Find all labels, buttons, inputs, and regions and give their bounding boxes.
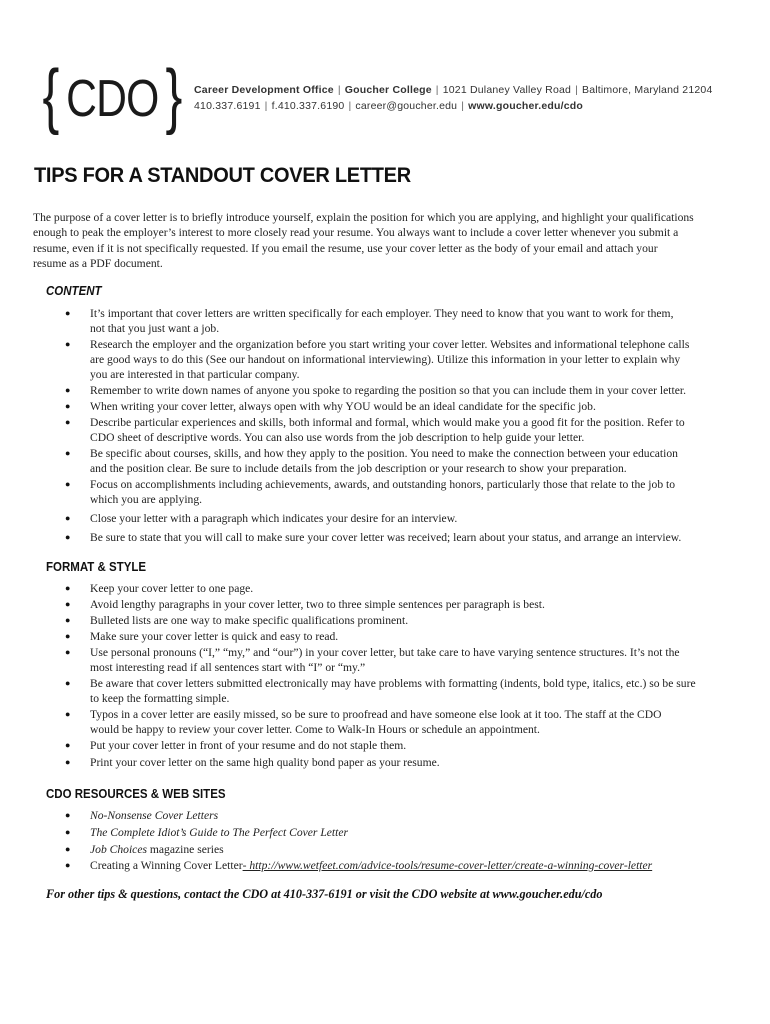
list-item-text [90,446,725,476]
list-item-text [90,306,725,336]
bullet-icon: ● [65,532,71,542]
section-heading-format-style: FORMAT & STYLE [46,560,147,574]
street-address: 1021 Dulaney Valley Road [442,84,572,96]
list-item-text [90,842,725,857]
list-item-text [90,415,725,445]
text-line: When writing your cover letter, always open with why YOU would be an ideal candidate for the specific job. [90,400,596,413]
list-item-text [90,597,725,612]
logo-text: CDO [65,70,159,128]
bullet-icon: ● [65,401,71,411]
list-item-text [90,383,725,398]
contact-block [194,82,712,114]
phone-number: 410.337.6191 [194,100,261,112]
bullet-icon: ● [65,385,71,395]
text-line: Use personal pronouns (“I,” “my,” and “our”) in your cover letter, but take care to have varying sentence structures. It’s not the [90,646,680,659]
text-line: CDO sheet of descriptive words. You can also use words from the job description to help guide your letter. [90,431,585,445]
text-line: you are interested in that particular company. [90,368,300,382]
list-item-text [90,707,725,737]
text-line: and the position clear. Be sure to include details from the job description or your research to show your preparation. [90,462,627,476]
intro-line: resume as a PDF document. [33,256,163,270]
bullet-icon: ● [65,757,71,767]
page-title: TIPS FOR A STANDOUT COVER LETTER [34,163,411,187]
cdo-logo [42,56,182,138]
contact-line-2 [194,98,712,114]
website-link[interactable]: www.goucher.edu/cdo [468,100,583,112]
bullet-icon: ● [65,844,71,854]
list-item-text [90,399,725,414]
text-line: Be aware that cover letters submitted electronically may have problems with formatting (indents, bold type, italics, etc.) so be sure [90,677,696,690]
list-item-text [90,738,725,753]
text-line: Bulleted lists are one way to make specific qualifications prominent. [90,614,409,627]
separator: | [461,100,465,112]
bullet-icon: ● [65,615,71,625]
list-item-text [90,645,725,675]
contact-line-1 [194,82,712,98]
bullet-icon: ● [65,308,71,318]
college-name: Goucher College [344,84,432,96]
bullet-icon: ● [65,339,71,349]
separator: | [348,100,352,112]
section-heading-resources: CDO RESOURCES & WEB SITES [46,787,226,801]
bullet-icon: ● [65,647,71,657]
text-line: Remember to write down names of anyone you spoke to regarding the position so that you can include them in your cover letter. [90,384,686,397]
email-address: career@goucher.edu [355,100,458,112]
logo-brace-open: { [42,56,59,136]
text-line: Make sure your cover letter is quick and easy to read. [90,630,339,643]
text-line: Be specific about courses, skills, and how they apply to the position. You need to make the connection between your education [90,447,678,460]
list-item-text [90,755,725,770]
text-line: Be sure to state that you will call to make sure your cover letter was received; learn about your status, and arrange an interview. [90,531,682,544]
text-line: Close your letter with a paragraph which indicates your desire for an interview. [90,512,458,525]
list-item-text [90,676,725,706]
bullet-icon: ● [65,810,71,820]
text-line: Put your cover letter in front of your resume and do not staple them. [90,739,407,752]
bullet-icon: ● [65,740,71,750]
bullet-icon: ● [65,827,71,837]
bullet-icon: ● [65,709,71,719]
bullet-icon: ● [65,631,71,641]
separator: | [337,84,341,96]
list-item-text [90,613,725,628]
separator: | [435,84,439,96]
separator: | [264,100,268,112]
section-heading-content: CONTENT [46,284,102,298]
list-item-text [90,511,725,526]
text-line: would be happy to review your cover letter. Come to Walk-In Hours or schedule an appointment. [90,723,540,737]
list-item-text [90,808,725,823]
bullet-icon: ● [65,678,71,688]
office-name: Career Development Office [194,84,334,96]
text-line: Avoid lengthy paragraphs in your cover letter, two to three simple sentences per paragraph is best. [90,598,545,611]
intro-line: The purpose of a cover letter is to briefly introduce yourself, explain the position for which you are applying, and highlight your qualifications [33,211,694,224]
list-item-text [90,825,725,840]
text-line: Research the employer and the organization before you start writing your cover letter. Websites and informational telephone calls [90,338,690,351]
bullet-icon: ● [65,583,71,593]
footer-note: For other tips & questions, contact the CDO at 410-337-6191 or visit the CDO website at www.goucher.edu/cdo [46,887,603,901]
text-line: Keep your cover letter to one page. [90,582,254,595]
intro-line: resume, even if it is not specifically requested. If you email the resume, use your cover letter as the body of your email and attach your [33,241,658,255]
text-line: are good ways to do this (See our handout on informational interviewing). Utilize this information in your letter to explain why [90,353,681,367]
text-line: to keep the formatting simple. [90,692,230,706]
bullet-icon: ● [65,479,71,489]
bullet-icon: ● [65,417,71,427]
intro-line: enough to peak the employer’s interest to more closely read your resume. You always want to include a cover letter whenever you submit a [33,226,679,240]
resource-url-link[interactable]: - http://www.wetfeet.com/advice-tools/resume-cover-letter/create-a-winning-cover-letter [242,859,653,872]
list-item-text [90,581,725,596]
letterhead [42,56,750,138]
bullet-icon: ● [65,448,71,458]
resource-label: Creating a Winning Cover Letter [90,859,243,872]
text-line: Describe particular experiences and skills, both informal and formal, which would make you a good fit for the position. Refer to [90,416,685,429]
text-line: most interesting read if all sentences start with “I” or “my.” [90,661,366,675]
bullet-icon: ● [65,513,71,523]
bullet-icon: ● [65,599,71,609]
intro-paragraph [33,210,735,271]
logo-brace-close: } [165,56,182,136]
magazine-label: magazine series [147,843,224,856]
magazine-title: Job Choices [90,843,147,856]
bullet-icon: ● [65,860,71,870]
text-line: not that you just want a job. [90,322,220,336]
text-line: Print your cover letter on the same high quality bond paper as your resume. [90,756,440,769]
book-title: No-Nonsense Cover Letters [90,809,219,822]
fax-number: f.410.337.6190 [271,100,345,112]
text-line: which you are applying. [90,493,203,507]
text-line: Typos in a cover letter are easily missed, so be sure to proofread and have someone else look at it too. The staff at the CDO [90,708,662,721]
list-item-text [90,858,725,873]
book-title: The Complete Idiot’s Guide to The Perfect Cover Letter [90,826,349,839]
separator: | [575,84,578,96]
city-state-zip: Baltimore, Maryland 21204 [582,84,713,96]
text-line: It’s important that cover letters are written specifically for each employer. They need to know that you want to work for them, [90,307,674,320]
list-item-text [90,337,725,383]
text-line: Focus on accomplishments including achievements, awards, and outstanding honors, particularly those that relate to the job to [90,478,676,491]
list-item-text [90,530,725,545]
list-item-text [90,477,725,507]
list-item-text [90,629,725,644]
